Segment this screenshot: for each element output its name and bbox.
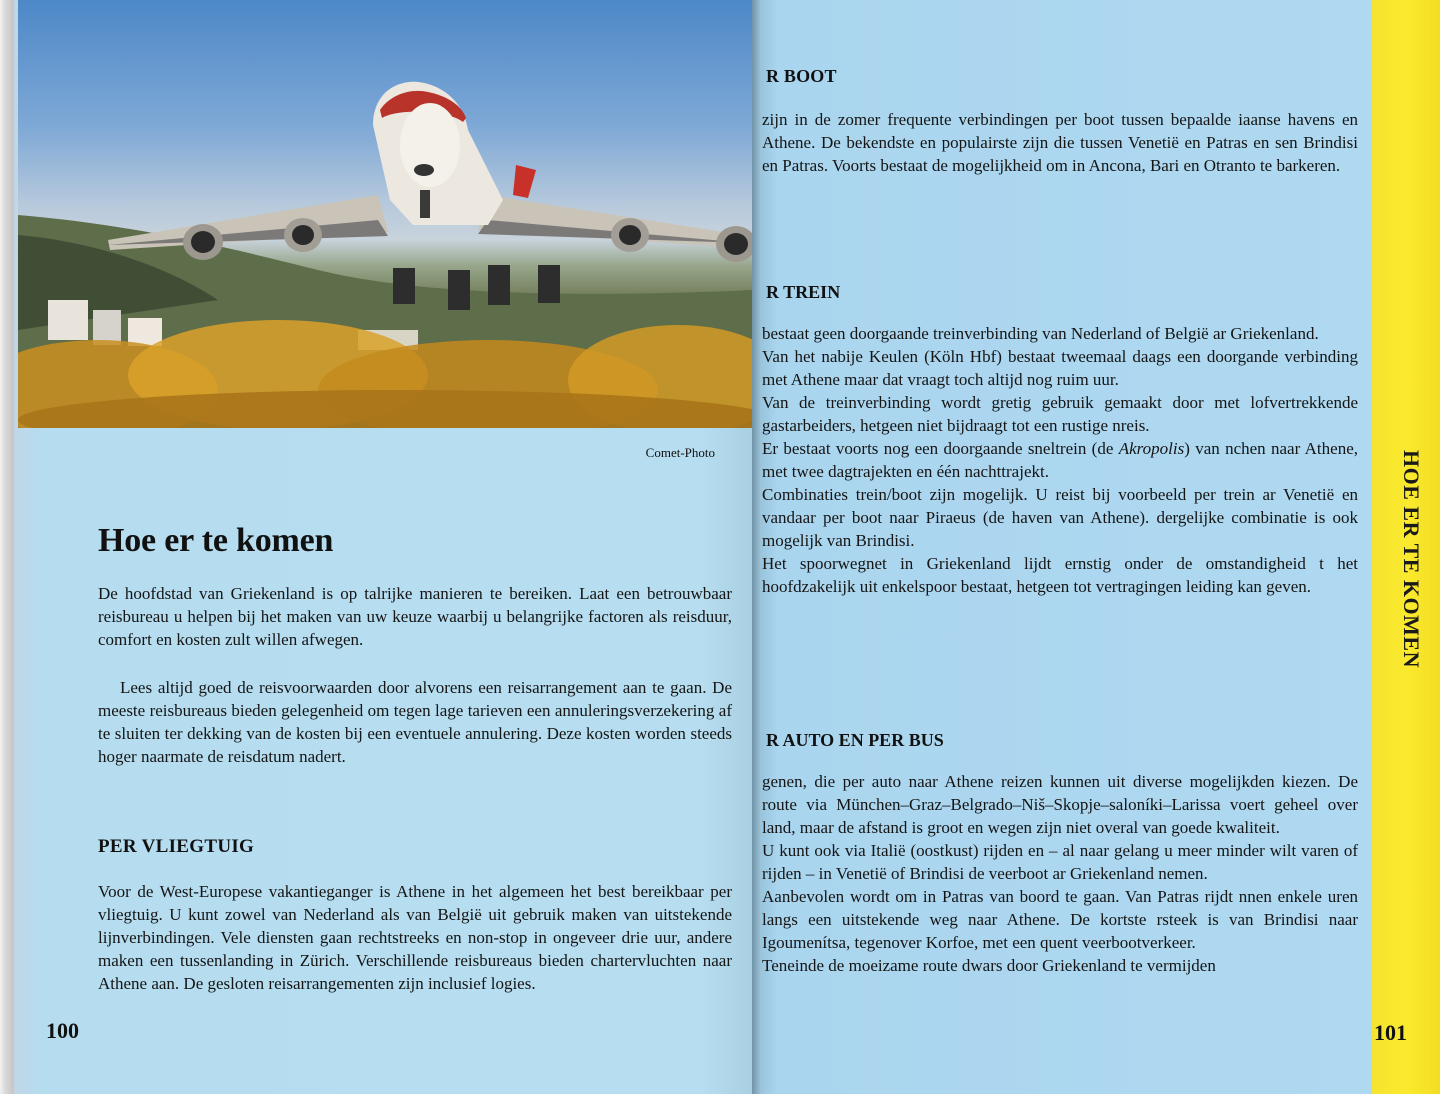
page-number-left: 100 [46,1018,79,1043]
auto-paragraph-1: genen, die per auto naar Athene reizen kunnen uit diverse mogelijkden kiezen. De route via München–Graz–Belgrado–Niš–Skopje–saloníki–Larissa voert geheel over land, maar de afstand is groot en wegen zijn niet overal van goede kwaliteit. [762,772,1358,837]
trein-paragraph-4-end: ) van nchen naar Athene, met twee dagtrajekten en één nachttrajekt. [762,439,1358,481]
trein-paragraph-2: Van het nabije Keulen (Köln Hbf) bestaat tweemaal daags een doorgande verbinding met Athene maar dat vraagt toch altijd nog ruim uur. [762,347,1358,389]
trein-paragraph-4 [762,437,1358,483]
auto-paragraph-3: Aanbevolen wordt om in Patras van boord te gaan. Van Patras rijdt nnen enkele uren langs een uitstekende weg naar Athene. De kortste rsteek is van Brindisi naar Igoumenítsa, tegenover Korfoe, met een quent veerbootverkeer. [762,887,1358,952]
trein-paragraph-5: Combinaties trein/boot zijn mogelijk. U reist bij voorbeeld per trein ar Venetië en vandaar per boot naar Piraeus (de haven van Athene). dergelijke combinatie is ook mogelijk van Brindisi. [762,485,1358,550]
trein-section-text [762,322,1358,598]
page-title: Hoe er te komen [98,522,334,559]
vliegtuig-paragraph: Voor de West-Europese vakantieganger is Athene in het algemeen het best bereikbaar per vliegtuig. U kunt zowel van Nederland als van België uit gebruik maken van uitstekende lijnverbindingen. Vele diensten gaan rechtstreeks en non-stop in ongeveer drie uur, andere maken een tussenlanding in Zürich. Verschillende reisbureaus bieden chartervluchten naar Athene aan. De gesloten reisarrangementen zijn inclusief logies. [98,882,732,993]
auto-paragraph-2: U kunt ook via Italië (oostkust) rijden en – al naar gelang u meer minder wilt varen of rijden – in Venetië of Brindisi de veerboot ar Griekenland nemen. [762,841,1358,883]
airplane-illustration [18,0,752,428]
section-heading-boot: R BOOT [766,66,837,86]
conditions-paragraph: Lees altijd goed de reisvoorwaarden door alvorens een reisarrangement aan te gaan. De meeste reisbureaus bieden gelegenheid om tegen lage tarieven een annuleringsverzekering af te sluiten ter dekking van de kosten bij een eventuele annulering. Deze kosten worden steeds hoger naarmate de reisdatum nadert. [98,678,732,766]
photo-caption: Comet-Photo [645,445,715,460]
airplane-photo [18,0,752,428]
trein-paragraph-1: bestaat geen doorgaande treinverbinding van Nederland of België ar Griekenland. [762,324,1319,343]
akropolis-train-name: Akropolis [1118,439,1185,458]
section-heading-vliegtuig: PER VLIEGTUIG [98,836,255,857]
auto-paragraph-4: Teneinde de moeizame route dwars door Griekenland te vermijden [762,956,1216,975]
section-heading-trein: R TREIN [766,282,841,302]
intro-paragraph: De hoofdstad van Griekenland is op talrijke manieren te bereiken. Laat een betrouwbaar reisbureau u helpen bij het maken van uw keuze waarbij u belangrijke factoren als reisduur, comfort en kosten zult willen afwegen. [98,584,732,649]
trein-paragraph-3: Van de treinverbinding wordt gretig gebruik gemaakt door met lofvertrekkende gastarbeiders, hetgeen niet bijdraagt tot een rustige nreis. [762,393,1358,435]
page-number-right: 101 [1374,1020,1407,1045]
section-heading-auto: R AUTO EN PER BUS [766,730,944,750]
trein-paragraph-6: Het spoorwegnet in Griekenland lijdt ernstig onder de omstandigheid t het hoofdzakelijk uit enkelspoor bestaat, hetgeen tot vertragingen leiding kan geven. [762,554,1358,596]
auto-section-text [762,770,1358,977]
page-edge [0,0,14,1094]
trein-paragraph-4-start: Er bestaat voorts nog een doorgaande sneltrein (de [762,439,1119,458]
chapter-tab-label: HOE ER TE KOMEN [1399,450,1424,668]
boot-paragraph: zijn in de zomer frequente verbindingen per boot tussen bepaalde iaanse havens en Athene. De bekendste en populairste zijn die tussen Venetië en Patras en sen Brindisi en Patras. Voorts bestaat de mogelijkheid om in Ancona, Bari en Otranto te barkeren. [762,110,1358,175]
